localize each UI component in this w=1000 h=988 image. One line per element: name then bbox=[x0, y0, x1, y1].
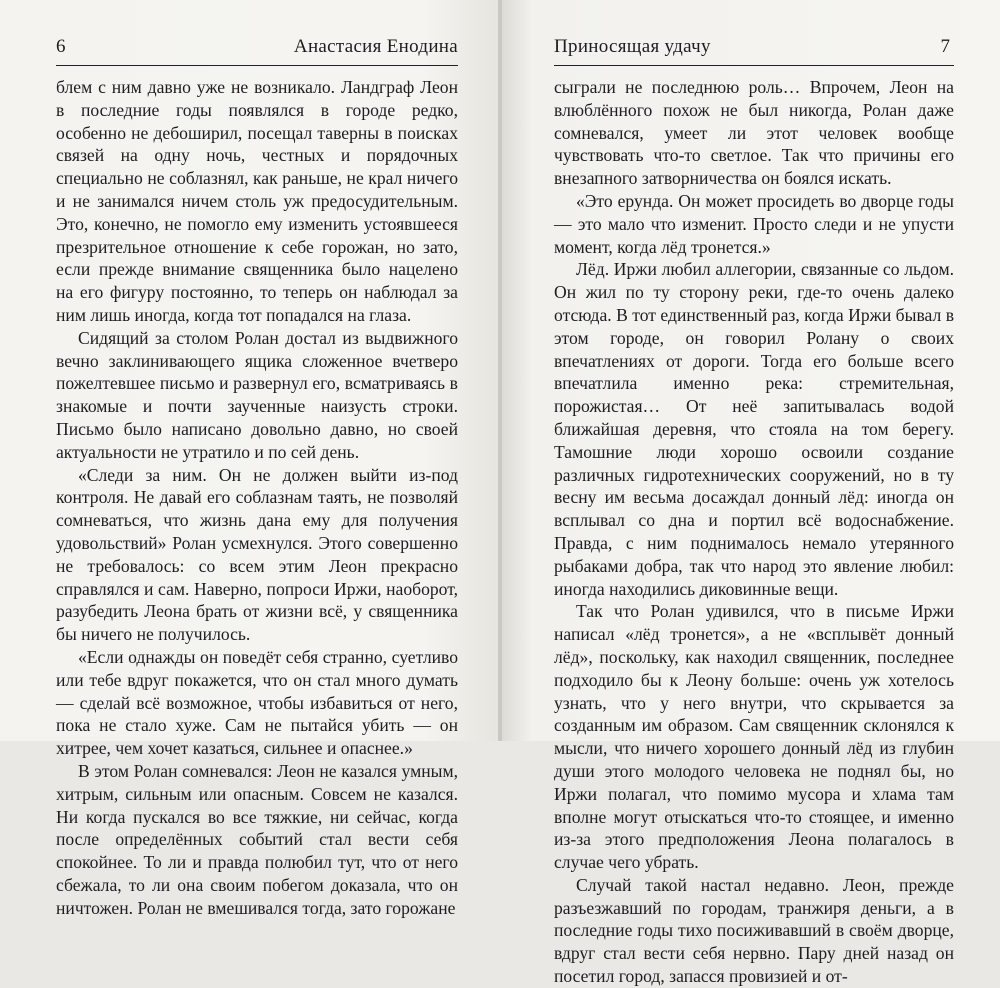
page-number-left: 6 bbox=[56, 36, 66, 57]
body-text-left bbox=[56, 76, 458, 919]
left-page bbox=[0, 0, 498, 918]
paragraph: сыграли не последнюю роль… Впрочем, Леон на влюблённого похож не был никогда, Ролан даже сомневался, умеет ли этот человек вообще чувствовать что-то светлое. Так что причины его внезапного затворничества он боялся искать. bbox=[554, 77, 954, 189]
right-page bbox=[502, 0, 1000, 987]
paragraph: Лёд. Иржи любил аллегории, связанные со льдом. Он жил по ту сторону реки, где-то очень далеко отсюда. В тот единственный раз, когда Иржи бывал в этом городе, он говорил Ролану о своих впечатлениях от дороги. Тогда его больше всего впечатлила именно река: стремительная, порожистая… От неё запитывалась водой ближайшая деревня, что стояла на том берегу. Тамошние люди хорошо освоили создание различных гидротехнических сооружений, но в ту весну им весьма досаждал донный лёд: иногда он всплывал со дна и портил всё водоснабжение. Правда, с ним поднималось немало утерянного рыбаками добра, так что народ это явление любил: иногда находились диковинные вещи. bbox=[554, 259, 954, 599]
paragraph: «Следи за ним. Он не должен выйти из-под контроля. Не давай его соблазнам таять, не позволяй сомневаться, что жизнь дана ему для получения удовольствий» Ролан усмехнулся. Этого совершенно не требовалось: со всем этим Леон прекрасно справлялся и сам. Наверно, попроси Иржи, наоборот, разубедить Леона брать от жизни всё, у священника бы ничего не получилось. bbox=[56, 464, 458, 645]
body-text-right bbox=[554, 76, 954, 988]
page-number-right: 7 bbox=[940, 36, 950, 57]
running-head-title: Приносящая удачу bbox=[554, 36, 711, 57]
paragraph: блем с ним давно уже не возникало. Ландграф Леон в последние годы появлялся в городе редко, особенно не дебоширил, посещал таверны в поисках связей на одну ночь, честных и порядочных специально не соблазнял, как раньше, не крал ничего и не занимался ничем столь уж предосудительным. Это, конечно, не помогло ему изменить устоявшееся презрительное отношение к себе горожан, но зато, если прежде внимание священника было нацелено на его фигуру постоянно, то теперь он наблюдал за ним лишь иногда, когда тот попадался на глаза. bbox=[56, 77, 458, 325]
header-rule-right bbox=[554, 65, 954, 66]
header-rule-left bbox=[56, 65, 458, 66]
paragraph: Так что Ролан удивился, что в письме Иржи написал «лёд тронется», а не «всплывёт донный лёд», поскольку, как находил священник, последнее подходило бы к Леону больше: очень уж хотелось узнать, что у него внутри, что скрывается за созданным им образом. Сам священник склонялся к мысли, что ничего хорошего донный лёд из глубин души этого молодого человека не поднял бы, но Иржи полагал, что помимо мусора и хлама там вполне могут отыскаться что-то стоящее, и именно из-за этого предположения Леона полагалось в случае чего убрать. bbox=[554, 601, 954, 873]
running-head-author: Анастасия Енодина bbox=[293, 36, 458, 57]
paragraph: «Если однажды он поведёт себя странно, суетливо или тебе вдруг покажется, что он стал много думать — сделай всё возможное, чтобы избавиться от него, пока не стало хуже. Сам не пытайся убить — он хитрее, чем хочет казаться, сильнее и опаснее.» bbox=[56, 646, 458, 759]
paragraph: Случай такой настал недавно. Леон, прежде разъезжавший по городам, транжиря деньги, а в последние годы тихо посиживавший в своём дворце, вдруг стал вести себя нервно. Пару дней назад он посетил город, запасся провизией и от- bbox=[554, 874, 954, 987]
paragraph: Сидящий за столом Ролан достал из выдвижного вечно заклинивающего ящика сложенное вчетверо пожелтевшее письмо и развернул его, всматриваясь в знакомые и почти заученные наизусть строки. Письмо было написано довольно давно, но своей актуальности не утратило и по сей день. bbox=[56, 327, 458, 462]
paragraph: В этом Ролан сомневался: Леон не казался умным, хитрым, сильным или опасным. Совсем не казался. Ни когда пускался во все тяжкие, ни сейчас, когда после определённых событий стал вести себя спокойнее. То ли и правда полюбил тут, что от него сбежала, то ли она своим побегом доказала, что он ничтожен. Ролан не вмешивался тогда, зато горожане bbox=[56, 760, 458, 918]
paragraph: «Это ерунда. Он может просидеть во дворце годы — это мало что изменит. Просто следи и не упусти момент, когда лёд тронется.» bbox=[554, 190, 954, 257]
